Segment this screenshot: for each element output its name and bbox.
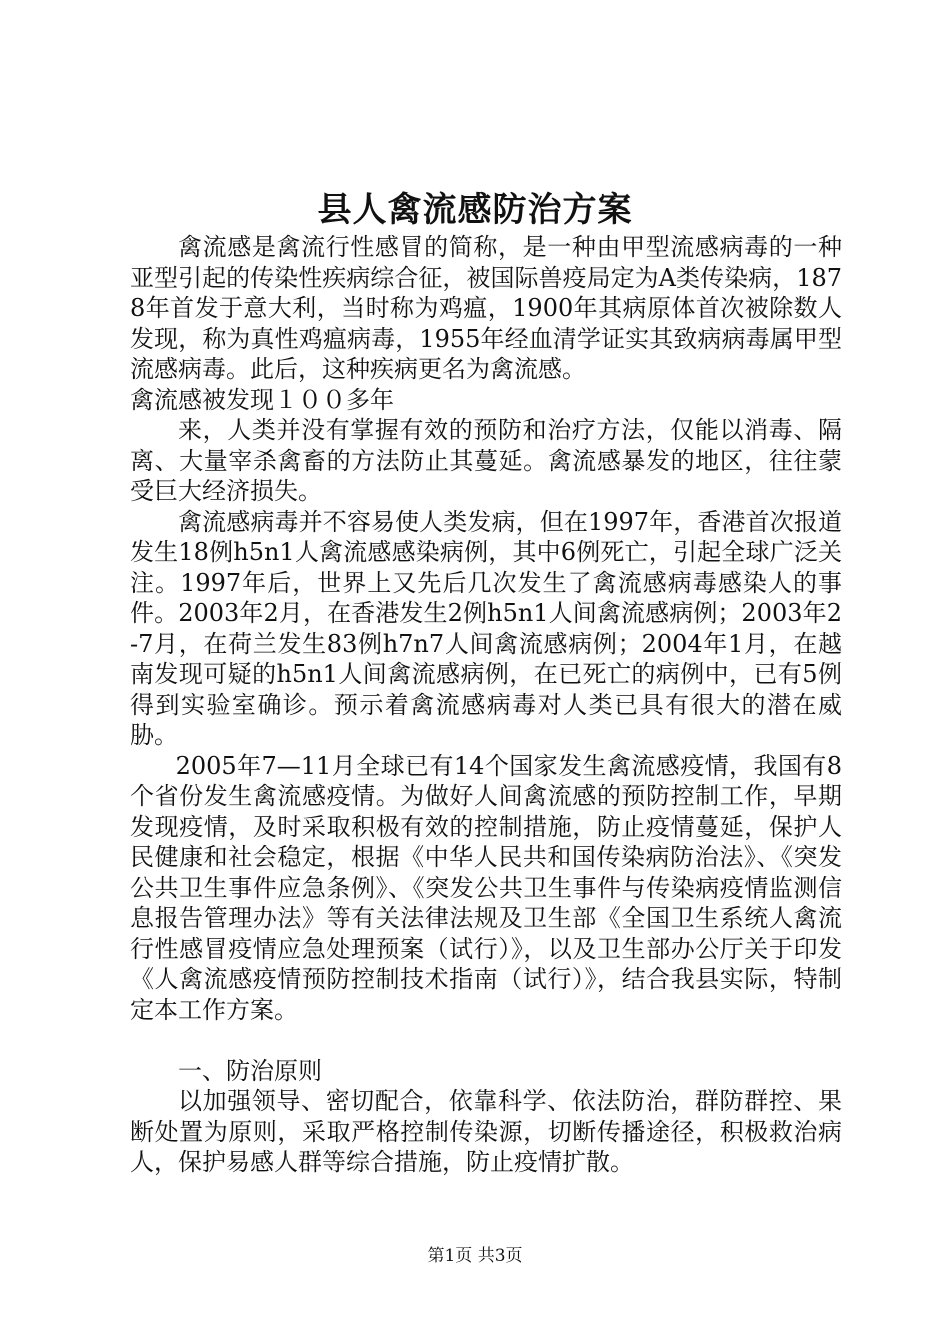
paragraph-discovery-line: 禽流感被发现１００多年 [130, 385, 394, 414]
paragraph-background: 2005年7—11月全球已有14个国家发生禽流感疫情，我国有8个省份发生禽流感疫情。为做好人间禽流感的预防控制工作，早期发现疫情，及时采取积极有效的控制措施，防止疫情蔓延，保护人民健康和社会稳定，根据《中华人民共和国传染病防治法》、《突发公共卫生事件应急条例》、《突发公共卫生事件与传染病疫情监测信息报告管理办法》等有关法律法规及卫生部《全国卫生系统人禽流行性感冒疫情应急处理预案（试行）》，以及卫生部办公厅关于印发《人禽流感疫情预防控制技术指南（试行）》，结合我县实际，特制定本工作方案。 [130, 751, 842, 1024]
paragraph-intro: 禽流感是禽流行性感冒的简称，是一种由甲型流感病毒的一种亚型引起的传染性疾病综合征，被国际兽疫局定为A类传染病，1878年首发于意大利，当时称为鸡瘟，1900年其病原体首次被除数人发现，称为真性鸡瘟病毒，1955年经血清学证实其致病病毒属甲型流感病毒。此后，这种疾病更名为禽流感。 [130, 233, 842, 383]
paragraph-gap [130, 1025, 842, 1056]
document-title: 县人禽流感防治方案 [317, 190, 633, 230]
paragraph-human-cases: 禽流感病毒并不容易使人类发病，但在1997年，香港首次报道发生18例h5n1人禽流感感染病例，其中6例死亡，引起全球广泛关注。1997年后，世界上又先后几次发生了禽流感病毒感染人的事件。2003年2月，在香港发生2例h5n1人间禽流感病例；2003年2-7月，在荷兰发生83例h7n7人间禽流感病例；2004年1月，在越南发现可疑的h5n1人间禽流感病例，在已死亡的病例中，已有5例得到实验室确诊。预示着禽流感病毒对人类已具有很大的潜在威胁。 [130, 507, 842, 749]
document-body [130, 232, 842, 1178]
page-footer: 第1页 共3页 [427, 1246, 523, 1266]
section-heading-principles: 一、防治原则 [178, 1056, 322, 1085]
paragraph-prevention: 来，人类并没有掌握有效的预防和治疗方法，仅能以消毒、隔离、大量宰杀禽畜的方法防止其蔓延。禽流感暴发的地区，往往蒙受巨大经济损失。 [130, 416, 842, 505]
paragraph-principles: 以加强领导、密切配合，依靠科学、依法防治，群防群控、果断处置为原则，采取严格控制传染源，切断传播途径，积极救治病人，保护易感人群等综合措施，防止疫情扩散。 [130, 1087, 842, 1176]
